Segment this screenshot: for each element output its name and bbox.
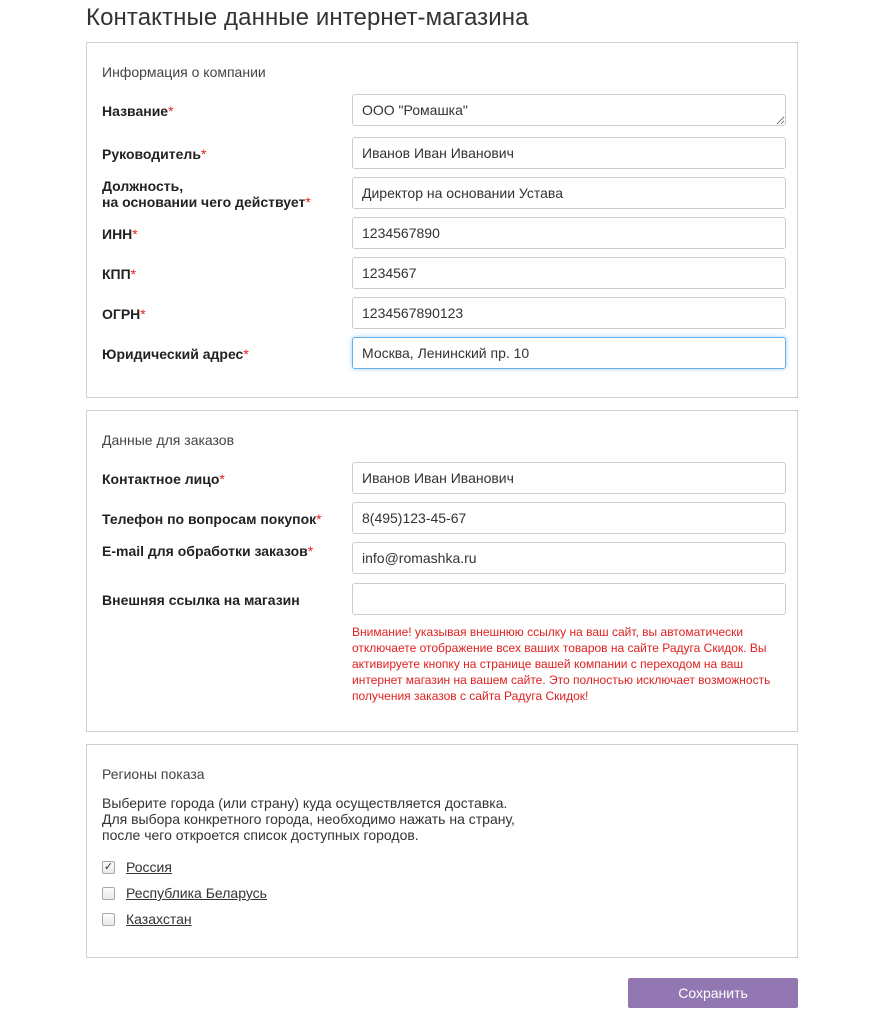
position-label: Должность, на основании чего действует* [102,178,311,210]
company-info-title: Информация о компании [102,64,266,80]
checkbox-icon[interactable] [102,887,115,900]
email-field[interactable] [352,542,786,574]
external-link-field[interactable] [352,583,786,615]
contact-person-field[interactable] [352,462,786,494]
company-info-panel [86,42,798,398]
legal-address-field[interactable] [352,337,786,369]
contact-label: Контактное лицо* [102,471,225,487]
inn-label: ИНН* [102,226,138,242]
ogrn-field[interactable] [352,297,786,329]
external-link-warning: Внимание! указывая внешнюю ссылку на ваш сайт, вы автоматически отключаете отображение всех ваших товаров на сайте Радуга Скидок. Вы активируете кнопку на странице вашей компании с переходом на ваш интернет магазин на вашем сайте. Это полностью исключает возможность получения заказов с сайта Радуга Скидок! [352,625,771,703]
name-label: Название* [102,103,174,119]
phone-label: Телефон по вопросам покупок* [102,511,322,527]
orders-panel [86,410,798,732]
regions-title: Регионы показа [102,766,205,782]
regions-panel [86,744,798,958]
phone-field[interactable] [352,502,786,534]
head-label: Руководитель* [102,146,207,162]
country-belarus[interactable] [102,884,267,902]
country-label[interactable]: Россия [126,859,172,875]
regions-description: Выберите города (или страну) куда осуществляется доставка. Для выбора конкретного города, необходимо нажать на страну, после чего откроется список доступных городов. [102,795,515,843]
link-label: Внешняя ссылка на магазин [102,592,300,608]
checkbox-icon[interactable] [102,913,115,926]
country-label[interactable]: Казахстан [126,911,192,927]
head-field[interactable] [352,137,786,169]
country-russia[interactable] [102,858,172,876]
orders-title: Данные для заказов [102,432,235,448]
position-field[interactable] [352,177,786,209]
country-label[interactable]: Республика Беларусь [126,885,267,901]
address-label: Юридический адрес* [102,346,249,362]
page-title: Контактные данные интернет-магазина [86,4,529,31]
inn-field[interactable] [352,217,786,249]
kpp-label: КПП* [102,266,137,282]
kpp-field[interactable] [352,257,786,289]
ogrn-label: ОГРН* [102,306,146,322]
company-name-field[interactable] [352,94,786,126]
checkbox-checked-icon[interactable]: ✓ [103,860,114,873]
save-button[interactable]: Сохранить [628,978,798,1008]
email-label: E-mail для обработки заказов* [102,543,314,559]
country-kazakhstan[interactable] [102,910,192,928]
